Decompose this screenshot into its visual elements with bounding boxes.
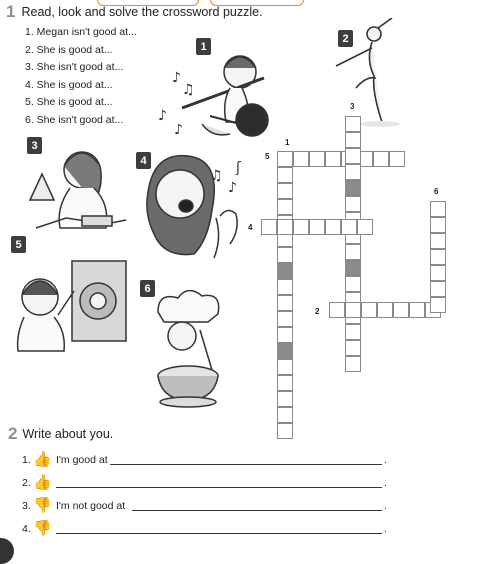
- toy-building-illustration: [22, 130, 132, 240]
- crossword-cell[interactable]: [277, 279, 293, 295]
- grid-number-label: 3: [350, 102, 355, 111]
- crossword-cell[interactable]: [329, 302, 345, 318]
- crossword-cell[interactable]: [430, 249, 446, 265]
- answer-line[interactable]: [56, 487, 382, 488]
- svg-text:♪: ♪: [228, 180, 237, 196]
- crossword-cell-shaded[interactable]: [345, 180, 361, 196]
- crossword-cell[interactable]: [430, 265, 446, 281]
- exercise-1-number: 1: [6, 2, 16, 21]
- crossword-cell[interactable]: [277, 199, 293, 215]
- thumbs-up-icon: 👍: [33, 451, 52, 468]
- clue-item: 2. She is good at...: [25, 43, 113, 56]
- crossword-cell[interactable]: [345, 302, 361, 318]
- crossword-cell[interactable]: [277, 327, 293, 343]
- thumbs-down-icon: 👎: [33, 520, 52, 537]
- crossword-cell[interactable]: [277, 359, 293, 375]
- row-period: .: [384, 477, 387, 489]
- crossword-cell[interactable]: [373, 151, 389, 167]
- crossword-cell[interactable]: [277, 407, 293, 423]
- svg-text:♪: ♪: [172, 70, 181, 86]
- row-number: 1.: [22, 454, 31, 466]
- crossword-cell[interactable]: [277, 375, 293, 391]
- crossword-cell[interactable]: [345, 340, 361, 356]
- crossword-cell[interactable]: [430, 233, 446, 249]
- grid-number-label: 4: [248, 223, 253, 232]
- row-prompt: I'm good at: [56, 454, 108, 466]
- crossword-cell[interactable]: [277, 219, 293, 235]
- clue-item: 6. She isn't good at...: [25, 113, 124, 126]
- grid-number-label: 5: [265, 152, 270, 161]
- crossword-cell[interactable]: [345, 356, 361, 372]
- crossword-cell[interactable]: [345, 132, 361, 148]
- crossword-cell[interactable]: [357, 219, 373, 235]
- row-number: 2.: [22, 477, 31, 489]
- svg-text:ʃ: ʃ: [236, 160, 241, 176]
- crossword-cell[interactable]: [393, 302, 409, 318]
- clue-list: [25, 24, 137, 130]
- exercise-2-number: 2: [8, 424, 18, 443]
- crossword-cell[interactable]: [345, 116, 361, 132]
- crossword-cell[interactable]: [325, 219, 341, 235]
- crossword-cell[interactable]: [277, 151, 293, 167]
- svg-text:♪: ♪: [158, 108, 167, 124]
- row-period: .: [384, 500, 387, 512]
- page-corner-decoration: [0, 538, 14, 564]
- picture-number-badge: 1: [196, 38, 211, 55]
- flute-player-illustration: [152, 42, 282, 152]
- crossword-cell[interactable]: [389, 151, 405, 167]
- crossword-cell[interactable]: [409, 302, 425, 318]
- crossword-cell[interactable]: [361, 302, 377, 318]
- crossword-cell-shaded[interactable]: [345, 260, 361, 276]
- svg-text:♫: ♫: [210, 168, 223, 184]
- crossword-cell[interactable]: [309, 151, 325, 167]
- cook-illustration: [140, 290, 240, 410]
- picture-number-badge: 2: [338, 30, 353, 47]
- crossword-cell[interactable]: [325, 151, 341, 167]
- crossword-cell[interactable]: [277, 295, 293, 311]
- crossword-cell[interactable]: [377, 302, 393, 318]
- exercise-1-instruction: Read, look and solve the crossword puzzle.: [21, 5, 263, 19]
- crossword-cell[interactable]: [309, 219, 325, 235]
- row-period: .: [384, 454, 387, 466]
- crossword-cell[interactable]: [430, 297, 446, 313]
- crossword-cell[interactable]: [277, 183, 293, 199]
- row-period: .: [384, 523, 387, 535]
- exercise-2-instruction: Write about you.: [22, 427, 114, 441]
- grid-number-label: 6: [434, 187, 439, 196]
- exercise-1-heading: [6, 2, 263, 22]
- svg-text:♫: ♫: [182, 82, 195, 98]
- crossword-cell[interactable]: [293, 151, 309, 167]
- painter-illustration: [10, 255, 130, 355]
- thumbs-up-icon: 👍: [33, 474, 52, 491]
- answer-line[interactable]: [110, 464, 382, 465]
- picture-number-badge: 3: [27, 137, 42, 154]
- answer-line[interactable]: [132, 510, 382, 511]
- crossword-cell[interactable]: [430, 201, 446, 217]
- crossword-cell-shaded[interactable]: [277, 343, 293, 359]
- grid-number-label: 1: [285, 138, 290, 147]
- dancer-illustration: [328, 18, 408, 130]
- row-number: 4.: [22, 523, 31, 535]
- row-number: 3.: [22, 500, 31, 512]
- crossword-cell[interactable]: [341, 219, 357, 235]
- thumbs-down-icon: 👎: [33, 497, 52, 514]
- answer-line[interactable]: [56, 533, 382, 534]
- crossword-cell[interactable]: [430, 217, 446, 233]
- clue-item: 3. She isn't good at...: [25, 61, 124, 74]
- singer-illustration: [136, 152, 256, 267]
- picture-number-badge: 6: [140, 280, 155, 297]
- clue-item: 4. She is good at...: [25, 78, 113, 91]
- crossword-cell[interactable]: [345, 324, 361, 340]
- crossword-cell[interactable]: [277, 167, 293, 183]
- crossword-cell[interactable]: [430, 281, 446, 297]
- clue-item: 1. Megan isn't good at...: [25, 26, 137, 38]
- clue-item: 5. She is good at...: [25, 96, 113, 109]
- crossword-cell[interactable]: [345, 164, 361, 180]
- crossword-cell[interactable]: [261, 219, 277, 235]
- picture-number-badge: 4: [136, 152, 151, 169]
- row-prompt: I'm not good at: [56, 500, 126, 512]
- crossword-cell-shaded[interactable]: [277, 263, 293, 279]
- crossword-cell[interactable]: [345, 148, 361, 164]
- crossword-cell[interactable]: [277, 247, 293, 263]
- crossword-cell[interactable]: [277, 311, 293, 327]
- crossword-cell[interactable]: [293, 219, 309, 235]
- grid-number-label: 2: [315, 307, 320, 316]
- crossword-cell[interactable]: [345, 196, 361, 212]
- crossword-cell[interactable]: [277, 391, 293, 407]
- svg-text:♪: ♪: [174, 122, 183, 138]
- crossword-cell[interactable]: [345, 276, 361, 292]
- crossword-cell[interactable]: [345, 244, 361, 260]
- picture-number-badge: 5: [11, 236, 26, 253]
- exercise-2-heading: [8, 424, 113, 444]
- crossword-cell[interactable]: [277, 423, 293, 439]
